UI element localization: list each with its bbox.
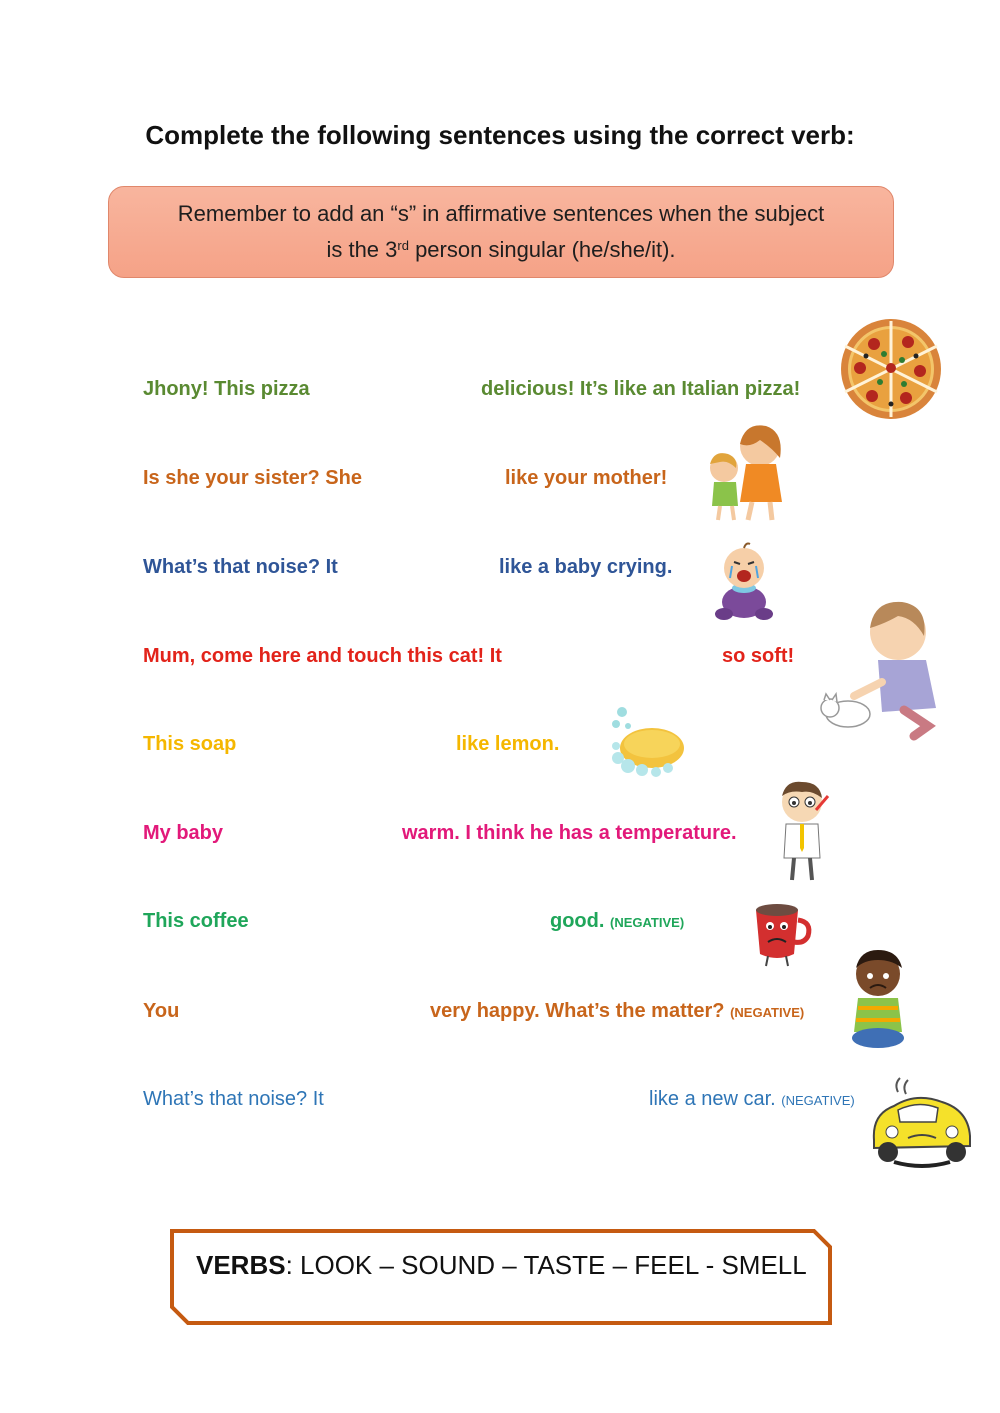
- sentence-5-start: This soap: [143, 733, 237, 755]
- sentence-1-end: delicious! It’s like an Italian pizza!: [481, 378, 801, 400]
- verbs-list: VERBS: LOOK – SOUND – TASTE – FEEL - SMELL: [196, 1250, 807, 1280]
- sentence-2-start: Is she your sister? She: [143, 467, 362, 489]
- sick-man-icon: [770, 776, 834, 884]
- negative-note: (NEGATIVE): [610, 915, 685, 930]
- sentence-8-start: You: [143, 1000, 180, 1022]
- sentence-9-end: like a new car. (NEGATIVE): [649, 1088, 855, 1110]
- sentence-3-start: What’s that noise? It: [143, 556, 338, 578]
- sentence-7-end: good. (NEGATIVE): [550, 910, 685, 932]
- soap-bar-icon: [608, 704, 690, 780]
- sentence-4-start: Mum, come here and touch this cat! It: [143, 645, 502, 667]
- sentence-6-end: warm. I think he has a temperature.: [402, 822, 737, 844]
- negative-note: (NEGATIVE): [730, 1005, 805, 1020]
- coffee-cup-icon: [748, 896, 814, 970]
- sentence-7-start: This coffee: [143, 910, 249, 932]
- sentence-9-start: What’s that noise? It: [143, 1088, 324, 1110]
- pizza-icon: [836, 316, 946, 422]
- girls-hugging-icon: [700, 418, 790, 524]
- sentence-5-end: like lemon.: [456, 733, 560, 755]
- crying-baby-icon: [708, 540, 780, 622]
- sentence-4-end: so soft!: [722, 645, 795, 667]
- worksheet-title: Complete the following sentences using the correct verb:: [145, 120, 855, 150]
- sentence-6-start: My baby: [143, 822, 224, 844]
- sentence-2-end: like your mother!: [505, 467, 668, 489]
- sad-boy-icon: [846, 948, 912, 1052]
- negative-note: (NEGATIVE): [781, 1093, 855, 1108]
- reminder-line-1: Remember to add an “s” in affirmative sentences when the subject: [177, 201, 825, 226]
- sentence-8-end: very happy. What’s the matter? (NEGATIVE): [430, 1000, 805, 1022]
- reminder-line-2: is the 3rd person singular (he/she/it).: [326, 237, 676, 262]
- reminder-box: [108, 186, 894, 278]
- sentence-1-start: Jhony! This pizza: [143, 378, 310, 400]
- child-petting-cat-icon: [818, 596, 944, 742]
- sentence-3-end: like a baby crying.: [499, 556, 673, 578]
- broken-car-icon: [864, 1074, 980, 1174]
